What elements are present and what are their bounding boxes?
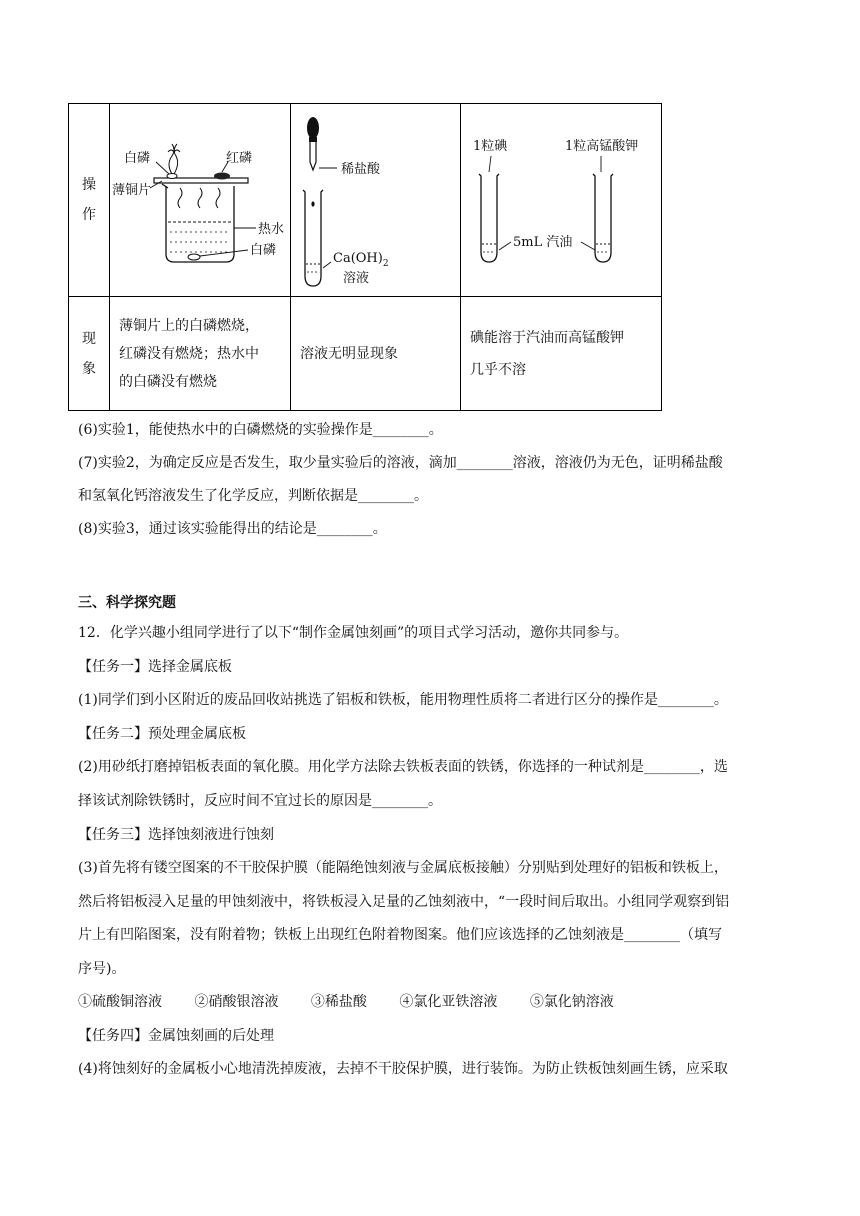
exp2-diagram-cell	[291, 104, 461, 297]
task-1-heading: 【任务一】选择金属底板	[78, 659, 232, 675]
question-7-line1: (7)实验2，为确定反应是否发生，取少量实验后的溶液，滴加________溶液，溶液仍为无色，证明稀盐酸	[78, 455, 723, 471]
option-4: ④氯化亚铁溶液	[399, 994, 498, 1010]
section-heading: 三、科学探究题	[78, 595, 176, 611]
part-3-line1: (3)首先将有镂空图案的不干胶保护膜（能隔绝蚀刻液与金属底板接触）分别贴到处理好的铝板和铁板上，	[78, 860, 728, 876]
task-3-heading: 【任务三】选择蚀刻液进行蚀刻	[78, 827, 274, 843]
label-white-phosphorus-bottom: 白磷	[250, 243, 277, 258]
label-potassium-permanganate: 1粒高锰酸钾	[565, 139, 639, 154]
question-6: (6)实验1，能使热水中的白磷燃烧的实验操作是________。	[78, 422, 443, 438]
observation-row	[69, 297, 662, 411]
part-3-line4: 序号)。	[78, 961, 126, 977]
question-12-stem: 12．化学兴趣小组同学进行了以下“制作金属蚀刻画”的项目式学习活动，邀你共同参与。	[78, 625, 629, 641]
part-3-line2: 然后将铝板浸入足量的甲蚀刻液中，将铁板浸入足量的乙蚀刻液中，“一段时间后取出。小组同学观察到铝	[78, 894, 730, 910]
label-iodine: 1粒碘	[473, 139, 508, 154]
option-5: ⑤氯化钠溶液	[529, 994, 614, 1010]
question-8: (8)实验3，通过该实验能得出的结论是________。	[78, 521, 387, 537]
label-white-phosphorus-top: 白磷	[124, 151, 151, 166]
task-4-heading: 【任务四】金属蚀刻画的后处理	[78, 1028, 274, 1044]
part-4-line1: (4)将蚀刻好的金属板小心地清洗掉废液，去掉不干胶保护膜，进行装饰。为防止铁板蚀刻画生锈，应采取	[78, 1061, 728, 1077]
label-red-phosphorus: 红磷	[226, 151, 253, 166]
solubility-diagram	[461, 104, 661, 296]
option-1: ①硫酸铜溶液	[78, 994, 162, 1010]
part-1: (1)同学们到小区附近的废品回收站挑选了铝板和铁板，能用物理性质将二者进行区分的操作是________。	[78, 692, 728, 708]
neutralization-diagram	[291, 104, 460, 296]
experiment-table	[68, 103, 662, 411]
option-2: ②硝酸银溶液	[194, 994, 279, 1010]
exp1-observation: 薄铜片上的白磷燃烧， 红磷没有燃烧；热水中 的白磷没有燃烧	[110, 297, 291, 411]
observation-label: 现 象	[69, 297, 110, 411]
label-dilute-hcl: 稀盐酸	[341, 162, 381, 177]
etchant-options	[78, 992, 642, 1012]
part-2-line2: 择该试剂除铁锈时，反应时间不宜过长的原因是________。	[78, 793, 442, 809]
exp3-observation: 碘能溶于汽油而高锰酸钾 几乎不溶	[461, 297, 662, 411]
combustion-apparatus-diagram	[110, 104, 290, 296]
option-3: ③稀盐酸	[310, 994, 367, 1010]
question-7-line2: 和氢氧化钙溶液发生了化学反应，判断依据是________。	[78, 488, 428, 504]
part-2-line1: (2)用砂纸打磨掉铝板表面的氧化膜。用化学方法除去铁板表面的铁锈，你选择的一种试剂是________，选	[78, 759, 728, 775]
label-hot-water: 热水	[258, 222, 285, 237]
exp2-observation: 溶液无明显现象	[291, 297, 461, 411]
label-solution: 溶液	[343, 271, 370, 286]
operation-row	[69, 104, 662, 297]
label-gasoline: 5mL 汽油	[513, 235, 573, 250]
operation-label: 操 作	[69, 104, 110, 297]
task-2-heading: 【任务二】预处理金属底板	[78, 726, 246, 742]
label-calcium-hydroxide: $Ca(OH)_2$	[333, 251, 389, 269]
exp1-diagram-cell	[110, 104, 291, 297]
part-3-line3: 片上有凹陷图案，没有附着物；铁板上出现红色附着物图案。他们应该选择的乙蚀刻液是________（填写	[78, 927, 722, 943]
label-copper-plate: 薄铜片	[112, 183, 152, 198]
exp3-diagram-cell	[461, 104, 662, 297]
